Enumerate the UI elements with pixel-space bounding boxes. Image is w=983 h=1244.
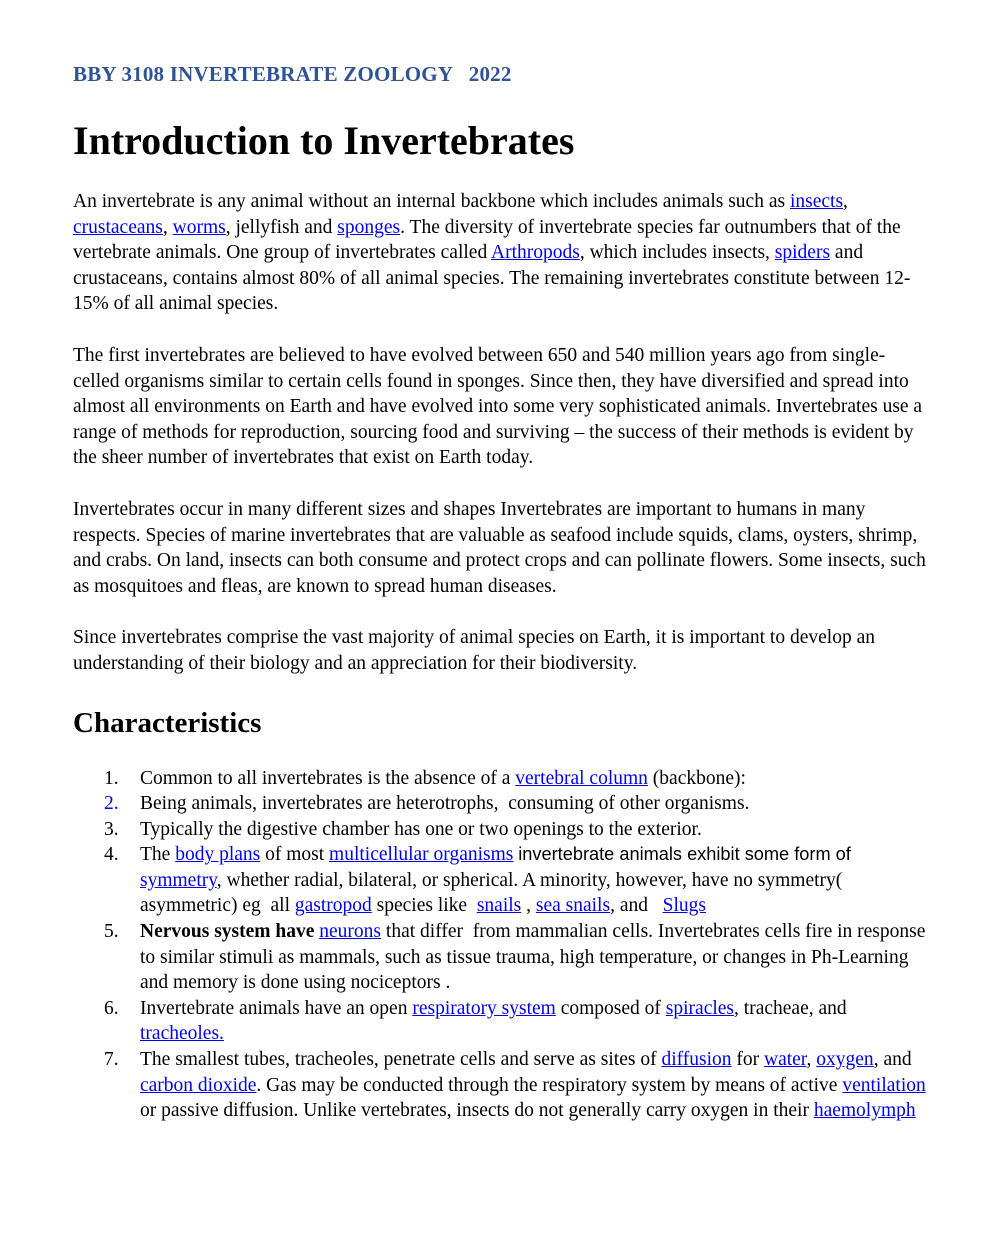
text-run: Typically the digestive chamber has one or two openings to the exterior. (140, 818, 702, 840)
hyperlink[interactable]: Arthropods (491, 242, 580, 264)
list-item-number: 2. (104, 793, 119, 815)
list-item-number: 4. (104, 844, 119, 866)
list-item-text (140, 1047, 931, 1124)
text-run: of most (260, 844, 330, 866)
list-item-number: 3. (104, 818, 119, 840)
text-run: An invertebrate is any animal without an internal backbone which includes animals such as (73, 191, 790, 212)
hyperlink[interactable]: haemolymph (813, 1100, 916, 1122)
hyperlink[interactable]: Slugs (662, 895, 706, 917)
course-header: BBY 3108 INVERTEBRATE ZOOLOGY 2022 (73, 62, 512, 86)
text-run: , jellyfish and (225, 216, 338, 238)
section-heading-characteristics: Characteristics (73, 706, 262, 739)
document-title: Introduction to Invertebrates (73, 118, 575, 163)
text-run: Invertebrates occur in many different sizes and shapes Invertebrates are important to humans in many respects. Species of marine invertebrates that are valuable as seafood include squids, clams, oysters, shrimp, and crabs. On land, insects can both consume and protect crops and can pollinate flowers. Some insects, such as mosquitoes and fleas, are known to spread human diseases. (73, 498, 931, 597)
list-item-number: 5. (104, 921, 119, 943)
text-run: , whether radial, bilateral, or spherical. A minority, however, have no symmetry( asymmetric) eg all (140, 869, 848, 917)
text-run: Invertebrate animals have an open (140, 997, 413, 1019)
list-item (73, 1047, 931, 1124)
text-run: , (843, 191, 853, 212)
text-run: , and (610, 895, 663, 917)
text-run: invertebrate animals exhibit some form of (518, 844, 851, 865)
text-run: Common to all invertebrates is the absence of a (140, 767, 516, 789)
text-run: composed of (555, 997, 666, 1019)
hyperlink[interactable]: sea snails (535, 895, 611, 917)
text-run: . The diversity of invertebrate species far outnumbers that of the vertebrate animals. One group of invertebrates called (73, 216, 906, 264)
list-item-text (140, 996, 927, 1047)
hyperlink[interactable]: spiracles (665, 997, 735, 1019)
text-run (851, 844, 856, 865)
text-run: and crustaceans, contains almost 80% of all animal species. The remaining invertebrates constitute between 12-15% of all animal species. (73, 242, 911, 315)
hyperlink[interactable]: spiders (774, 242, 831, 264)
list-item-number: 6. (104, 997, 119, 1019)
text-run: Being animals, invertebrates are heterotrophs, consuming of other organisms. (140, 793, 750, 815)
text-run: , (806, 1049, 817, 1071)
hyperlink[interactable]: ventilation (842, 1074, 926, 1096)
text-run: that differ from mammalian cells. Invertebrates cells fire in response to similar stimuli as mammals, such as tissue trauma, high temperature, or changes in Ph-Learning and memory is done using nociceptors . (140, 921, 931, 994)
hyperlink[interactable]: body plans (175, 844, 261, 866)
text-run: species like (371, 895, 477, 917)
hyperlink[interactable]: insects (789, 191, 844, 212)
hyperlink[interactable]: neurons (319, 921, 382, 943)
hyperlink[interactable]: gastropod (294, 895, 372, 917)
text-run: , tracheae, and (734, 997, 852, 1019)
paragraph-importance (73, 497, 931, 599)
text-run: , which includes insects, (579, 242, 775, 264)
text-run: The (140, 844, 176, 866)
list-item (73, 817, 927, 843)
hyperlink[interactable]: tracheoles. (140, 1023, 224, 1045)
list-item (73, 791, 927, 817)
text-run: . Gas may be conducted through the respiratory system by means of active (256, 1074, 843, 1096)
hyperlink[interactable]: crustaceans (73, 216, 163, 238)
hyperlink[interactable]: carbon dioxide (140, 1074, 257, 1096)
text-run: The first invertebrates are believed to have evolved between 650 and 540 million years ago from single-celled organisms similar to certain cells found in sponges. Since then, they have diversified and spread into almost all environments on Earth and have evolved into some very sophisticated animals. Invertebrates use a range of methods for reproduction, sourcing food and surviving – the success of their methods is evident by the sheer number of invertebrates that exist on Earth today. (73, 344, 927, 469)
hyperlink[interactable]: snails (476, 895, 522, 917)
text-run: for (731, 1049, 764, 1071)
text-run: , (521, 895, 536, 917)
list-item-text (140, 791, 927, 817)
hyperlink[interactable]: respiratory system (412, 997, 556, 1019)
list-item (73, 919, 931, 996)
text-run: or passive diffusion. Unlike vertebrates, insects do not generally carry oxygen in their (140, 1074, 931, 1122)
list-item (73, 842, 927, 919)
text-run: , (162, 216, 173, 238)
hyperlink[interactable]: symmetry (140, 869, 217, 891)
text-run: The smallest tubes, tracheoles, penetrate cells and serve as sites of (140, 1049, 662, 1071)
hyperlink[interactable]: sponges (337, 216, 401, 238)
hyperlink[interactable]: diffusion (661, 1049, 732, 1071)
list-item (73, 766, 927, 792)
text-run: (backbone): (647, 767, 746, 789)
text-run: Since invertebrates comprise the vast majority of animal species on Earth, it is important to develop an understanding of their biology and an appreciation for their biodiversity. (73, 627, 880, 674)
list-item-text (140, 766, 927, 792)
list-item-number: 1. (104, 767, 119, 789)
hyperlink[interactable]: water (764, 1049, 807, 1071)
list-item-text (140, 919, 931, 996)
paragraph-biodiversity (73, 625, 927, 676)
hyperlink[interactable]: multicellular organisms (329, 844, 514, 866)
hyperlink[interactable]: oxygen (816, 1049, 874, 1071)
paragraph-definition (73, 189, 927, 317)
list-item (73, 996, 927, 1047)
text-run: Nervous system have (140, 921, 320, 943)
list-item-number: 7. (104, 1049, 119, 1071)
list-item-text (140, 817, 927, 843)
characteristics-list (73, 766, 931, 1124)
hyperlink[interactable]: vertebral column (515, 767, 648, 789)
hyperlink[interactable]: worms (172, 216, 226, 238)
text-run: , and (873, 1049, 917, 1071)
list-item-text (140, 842, 927, 919)
paragraph-evolution (73, 343, 927, 471)
